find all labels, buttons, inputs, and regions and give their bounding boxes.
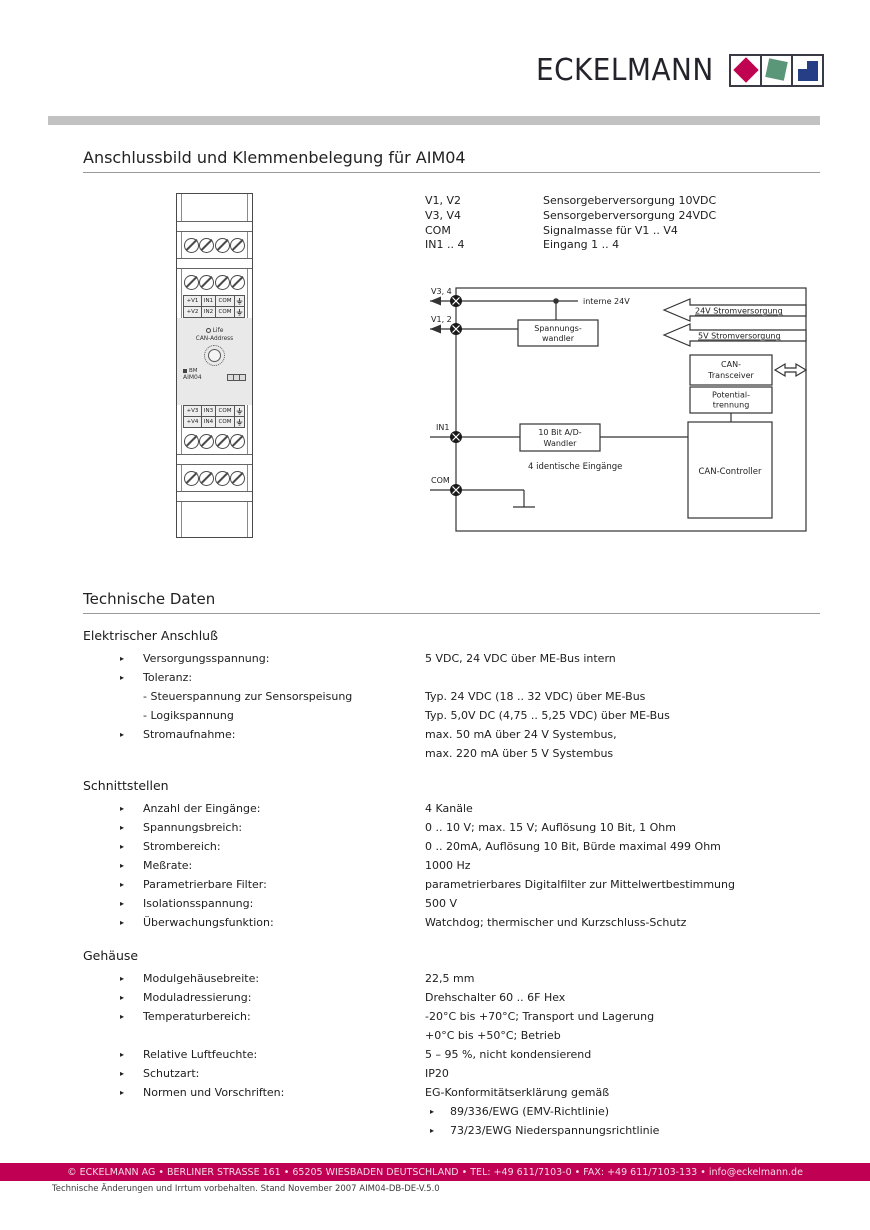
spec-value: Drehschalter 60 .. 6F Hex xyxy=(425,991,566,1004)
terminal-label: IN2 xyxy=(201,306,215,317)
block-diagram xyxy=(428,283,823,543)
ground-icon xyxy=(234,416,244,427)
spec-value: Typ. 5,0V DC (4,75 .. 5,25 VDC) über ME-Bus xyxy=(425,709,670,722)
module-model-label: AIM04 xyxy=(183,374,202,381)
spec-row xyxy=(83,1045,843,1064)
spec-value: parametrierbares Digitalfilter zur Mittelwertbestimmung xyxy=(425,878,735,891)
group-heading: Elektrischer Anschluß xyxy=(83,628,218,643)
terminal-label: +V1 xyxy=(186,298,199,304)
spec-row xyxy=(83,856,843,875)
spec-label: Anzahl der Eingänge: xyxy=(143,802,261,815)
can-address-label: CAN-Address xyxy=(195,336,234,342)
diagram-box-can-controller: CAN-Controller xyxy=(698,467,762,477)
diagram-box-potentialtrennung-line2: trennung xyxy=(712,400,750,410)
spec-value: 0 .. 20mA, Auflösung 10 Bit, Bürde maximal 499 Ohm xyxy=(425,840,721,853)
screw-icon xyxy=(230,238,245,253)
diagram-label-com: COM xyxy=(431,476,450,485)
spec-subrow xyxy=(83,1121,843,1140)
screw-terminal-row xyxy=(183,465,246,491)
spec-label: Temperaturbereich: xyxy=(143,1010,251,1023)
terminal-label-table-upper xyxy=(183,295,245,318)
spec-value: 22,5 mm xyxy=(425,972,475,985)
spec-label: Versorgungsspannung: xyxy=(143,652,270,665)
spec-row xyxy=(83,1083,843,1102)
bullet-icon: ▸ xyxy=(120,654,125,663)
legend-desc: Signalmasse für V1 .. V4 xyxy=(543,223,678,237)
spec-label: Überwachungsfunktion: xyxy=(143,916,274,929)
spec-row xyxy=(83,894,843,913)
spec-row xyxy=(83,687,843,706)
brand-logo-mark-icon xyxy=(729,54,824,87)
logo-navy-square-icon xyxy=(791,56,822,85)
legend-key: IN1 .. 4 xyxy=(425,238,465,252)
group-elektrischer-anschluss xyxy=(83,628,843,763)
bullet-icon: ▸ xyxy=(120,899,125,908)
bullet-icon: ▸ xyxy=(430,1107,435,1116)
screw-icon xyxy=(215,434,230,449)
spec-value: 89/336/EWG (EMV-Richtlinie) xyxy=(450,1105,610,1118)
bullet-icon: ▸ xyxy=(120,842,125,851)
spec-row xyxy=(83,988,843,1007)
bullet-icon: ▸ xyxy=(120,1050,125,1059)
bullet-icon: ▸ xyxy=(120,730,125,739)
spec-value: max. 50 mA über 24 V Systembus, max. 220 mA über 5 V Systembus xyxy=(425,728,617,760)
terminal-label: IN4 xyxy=(201,416,215,427)
legend-row xyxy=(425,224,716,239)
screw-icon xyxy=(199,434,214,449)
spec-label: Modulgehäusebreite: xyxy=(143,972,260,985)
screw-icon xyxy=(199,238,214,253)
spec-label: Toleranz: xyxy=(143,671,193,684)
spec-row xyxy=(83,913,843,932)
footer-note: Technische Änderungen und Irrtum vorbehalten. Stand November 2007 AIM04-DB-DE-V.5.0 xyxy=(52,1184,440,1194)
diagram-label-v34: V3, 4 xyxy=(431,287,452,296)
diagram-label-24v-psu: 24V Stromversorgung xyxy=(695,306,783,316)
terminal-label: COM xyxy=(215,416,234,427)
spec-label: Strombereich: xyxy=(143,840,221,853)
diagram-box-can-transceiver-line1: CAN- xyxy=(721,360,741,369)
spec-label: Meßrate: xyxy=(143,859,193,872)
spec-row xyxy=(83,969,843,988)
spec-value: 1000 Hz xyxy=(425,859,471,872)
spec-row xyxy=(83,1064,843,1083)
diagram-note-inputs: 4 identische Eingänge xyxy=(528,462,623,472)
spec-label: Relative Luftfeuchte: xyxy=(143,1048,258,1061)
legend-desc: Sensorgeberversorgung 10VDC xyxy=(543,194,717,207)
diagram-label-5v-psu: 5V Stromversorgung xyxy=(698,331,781,341)
legend-key: COM xyxy=(425,223,451,237)
spec-value: 4 Kanäle xyxy=(425,802,473,815)
bullet-icon: ▸ xyxy=(120,823,125,832)
screw-icon xyxy=(184,275,199,290)
section-title-connection: Anschlussbild und Klemmenbelegung für AIM04 xyxy=(83,148,820,173)
spec-value: 5 – 95 %, nicht kondensierend xyxy=(425,1048,592,1061)
ground-icon xyxy=(234,406,244,416)
screw-icon xyxy=(184,471,199,486)
bullet-icon: ▸ xyxy=(120,993,125,1002)
group-gehaeuse xyxy=(83,948,843,1140)
footer-bar: © ECKELMANN AG • BERLINER STRASSE 161 • 65205 WIESBADEN DEUTSCHLAND • TEL: +49 611/7103-0 • FAX: +49 611/7103-133 • info@eckelmann.de xyxy=(0,1163,870,1181)
spec-label: Stromaufnahme: xyxy=(143,728,236,741)
screw-icon xyxy=(230,471,245,486)
bullet-icon: ▸ xyxy=(120,804,125,813)
bullet-icon: ▸ xyxy=(120,918,125,927)
spec-value: -20°C bis +70°C; Transport und Lagerung +0°C bis +50°C; Betrieb xyxy=(425,1010,655,1042)
spec-row xyxy=(83,1007,843,1045)
section-title-technical: Technische Daten xyxy=(83,590,820,614)
ground-icon xyxy=(234,306,244,317)
spec-value: Watchdog; thermischer und Kurzschluss-Schutz xyxy=(425,916,687,929)
legend-row xyxy=(425,238,716,253)
spec-label: - Logikspannung xyxy=(143,709,234,722)
screw-terminal-row xyxy=(183,269,246,295)
spec-label: Normen und Vorschriften: xyxy=(143,1086,285,1099)
screw-terminal-row xyxy=(183,232,246,258)
module-band xyxy=(177,221,252,232)
diagram-box-ad-wandler-line1: 10 Bit A/D- xyxy=(538,428,582,437)
logo-green-square-icon xyxy=(760,56,791,85)
spec-row xyxy=(83,706,843,725)
life-led-icon xyxy=(206,328,211,333)
terminal-label: +V4 xyxy=(184,416,201,427)
bullet-icon: ▸ xyxy=(120,1069,125,1078)
diagram-box-spannungswandler-line1: Spannungs- xyxy=(534,324,582,333)
spec-label: Spannungsbreich: xyxy=(143,821,243,834)
spec-value: EG-Konformitätserklärung gemäß xyxy=(425,1086,610,1099)
diagram-box-ad-wandler-line2: Wandler xyxy=(543,439,577,448)
legend-key: V3, V4 xyxy=(425,208,462,222)
module-band xyxy=(177,454,252,465)
legend-key: V1, V2 xyxy=(425,194,462,207)
spec-value: 500 V xyxy=(425,897,458,910)
legend-row xyxy=(425,209,716,224)
terminal-label: COM xyxy=(215,406,234,416)
spec-row xyxy=(83,668,843,687)
legend-row xyxy=(425,194,716,209)
spec-value: 73/23/EWG Niederspannungsrichtlinie xyxy=(450,1124,660,1137)
brand-name: ECKELMANN xyxy=(536,52,714,88)
diagram-box-spannungswandler-line2: wandler xyxy=(541,334,575,343)
terminal-label: COM xyxy=(215,296,234,306)
spec-value: IP20 xyxy=(425,1067,449,1080)
spec-row xyxy=(83,818,843,837)
bullet-icon: ▸ xyxy=(120,861,125,870)
terminal-label: IN3 xyxy=(201,406,215,416)
spec-row xyxy=(83,649,843,668)
module-band xyxy=(177,491,252,502)
can-address-rotary-switch xyxy=(204,345,225,366)
module-band xyxy=(177,258,252,269)
terminal-label-table-lower xyxy=(183,405,245,428)
screw-icon xyxy=(215,275,230,290)
spec-row xyxy=(83,799,843,818)
terminal-label: +V2 xyxy=(184,306,201,317)
logo-crimson-diamond-icon xyxy=(731,56,760,85)
screw-icon xyxy=(199,471,214,486)
legend-desc: Sensorgeberversorgung 24VDC xyxy=(543,208,717,222)
spec-value: Typ. 24 VDC (18 .. 32 VDC) über ME-Bus xyxy=(425,690,646,703)
brand-logo xyxy=(536,50,824,90)
module-drawing xyxy=(176,193,253,538)
terminal-label: IN1 xyxy=(201,296,215,306)
group-heading: Schnittstellen xyxy=(83,778,169,793)
spec-subrow xyxy=(83,1102,843,1121)
terminal-label: COM xyxy=(215,306,234,317)
diagram-label-interne-24v: interne 24V xyxy=(583,297,630,306)
terminal-legend xyxy=(425,194,716,253)
module-front-panel xyxy=(177,318,252,405)
screw-icon xyxy=(230,434,245,449)
bullet-icon: ▸ xyxy=(120,673,125,682)
screw-icon xyxy=(184,238,199,253)
bm-logo-mark-icon xyxy=(183,369,187,373)
bullet-icon: ▸ xyxy=(120,1012,125,1021)
group-heading: Gehäuse xyxy=(83,948,139,963)
ground-icon xyxy=(234,296,244,306)
spec-value: 0 .. 10 V; max. 15 V; Auflösung 10 Bit, 1 Ohm xyxy=(425,821,676,834)
terminal-label: +V3 xyxy=(186,408,199,414)
bm-label: BM xyxy=(189,368,198,374)
spec-label: Isolationsspannung: xyxy=(143,897,254,910)
diagram-label-in1: IN1 xyxy=(436,423,450,432)
group-schnittstellen xyxy=(83,778,843,932)
screw-icon xyxy=(230,275,245,290)
spec-label: - Steuerspannung zur Sensorspeisung xyxy=(143,690,353,703)
spec-label: Parametrierbare Filter: xyxy=(143,878,267,891)
connector-strip-icon xyxy=(227,374,246,381)
life-label: Life xyxy=(212,327,224,334)
screw-terminal-row xyxy=(183,428,246,454)
bullet-icon: ▸ xyxy=(120,1088,125,1097)
spec-row xyxy=(83,837,843,856)
screw-icon xyxy=(215,238,230,253)
bullet-icon: ▸ xyxy=(120,974,125,983)
screw-icon xyxy=(184,434,199,449)
diagram-box-potentialtrennung-line1: Potential- xyxy=(712,390,750,400)
legend-desc: Eingang 1 .. 4 xyxy=(543,238,620,252)
diagram-label-v12: V1, 2 xyxy=(431,315,452,324)
screw-icon xyxy=(199,275,214,290)
spec-row xyxy=(83,725,843,763)
spec-value: 5 VDC, 24 VDC über ME-Bus intern xyxy=(425,652,616,665)
spec-label: Schutzart: xyxy=(143,1067,200,1080)
header-divider xyxy=(48,116,820,125)
screw-icon xyxy=(215,471,230,486)
bullet-icon: ▸ xyxy=(120,880,125,889)
spec-row xyxy=(83,875,843,894)
diagram-box-can-transceiver-line2: Transceiver xyxy=(708,371,754,380)
bullet-icon: ▸ xyxy=(430,1126,435,1135)
spec-label: Moduladressierung: xyxy=(143,991,252,1004)
